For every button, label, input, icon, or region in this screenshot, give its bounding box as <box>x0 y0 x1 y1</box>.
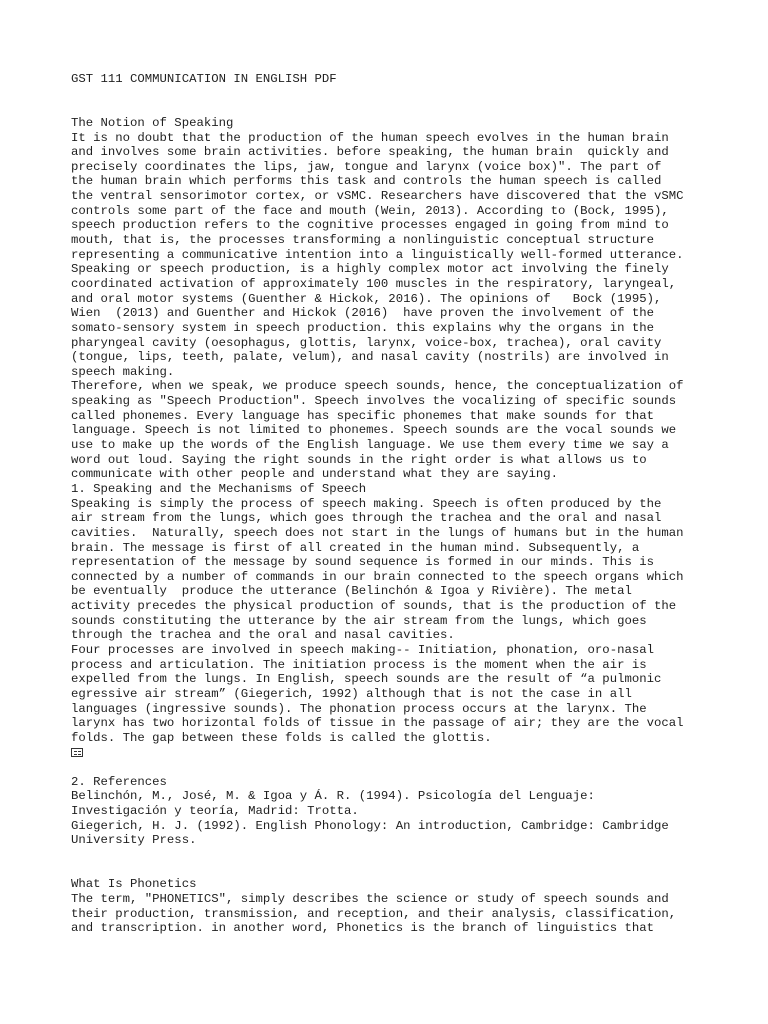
document-line <box>71 101 731 116</box>
document-line: cavities. Naturally, speech does not start in the lungs of humans but in the human <box>71 525 684 540</box>
document-line: larynx has two horizontal folds of tissue in the passage of air; they are the vocal <box>71 716 684 731</box>
document-line: pharyngeal cavity (oesophagus, glottis, larynx, voice-box, trachea), oral cavity <box>71 335 662 350</box>
document-line: Four processes are involved in speech making-- Initiation, phonation, oro-nasal <box>71 642 654 657</box>
document-line: (tongue, lips, teeth, palate, velum), and nasal cavity (nostrils) are involved in <box>71 350 669 365</box>
document-line: language. Speech is not limited to phonemes. Speech sounds are the vocal sounds we <box>71 423 677 438</box>
document-line: It is no doubt that the production of the human speech evolves in the human brain <box>71 130 669 145</box>
document-line: University Press. <box>71 833 197 848</box>
document-line: their production, transmission, and reception, and their analysis, classification, <box>71 906 677 921</box>
document-line: representing a communicative intention into a linguistically well-formed utterance. <box>71 247 684 262</box>
document-line: Giegerich, H. J. (1992). English Phonology: An introduction, Cambridge: Cambridge <box>71 818 669 833</box>
document-line: Investigación y teoría, Madrid: Trotta. <box>71 804 359 819</box>
document-line: use to make up the words of the English language. We use them every time we say a <box>71 438 669 453</box>
document-body <box>71 72 731 936</box>
document-line: egressive air stream” (Giegerich, 1992) although that is not the case in all <box>71 686 632 701</box>
document-line: mouth, that is, the processes transforming a nonlinguistic conceptual structure <box>71 233 654 248</box>
document-line: The term, "PHONETICS", simply describes the science or study of speech sounds and <box>71 891 669 906</box>
document-line <box>71 760 731 775</box>
document-line: and oral motor systems (Guenther & Hickok, 2016). The opinions of Bock (1995), <box>71 291 662 306</box>
document-line: called phonemes. Every language has specific phonemes that make sounds for that <box>71 408 654 423</box>
document-line: and involves some brain activities. before speaking, the human brain quickly and <box>71 145 669 160</box>
document-line: somato-sensory system in speech production. this explains why the organs in the <box>71 320 654 335</box>
document-line: precisely coordinates the lips, jaw, tongue and larynx (voice box)". The part of <box>71 159 662 174</box>
document-line: speaking as "Speech Production". Speech involves the vocalizing of specific sounds <box>71 394 677 409</box>
document-line: The Notion of Speaking <box>71 115 234 130</box>
document-line: expelled from the lungs. In English, speech sounds are the result of “a pulmonic <box>71 672 662 687</box>
document-line: brain. The message is first of all created in the human mind. Subsequently, a <box>71 540 640 555</box>
document-line: connected by a number of commands in our brain connected to the speech organs which <box>71 569 684 584</box>
document-line <box>71 745 731 760</box>
document-line: activity precedes the physical production of sounds, that is the production of the <box>71 599 677 614</box>
document-line: the human brain which performs this task and controls the human speech is called <box>71 174 662 189</box>
document-line <box>71 863 731 878</box>
document-line: through the trachea and the oral and nasal cavities. <box>71 628 455 643</box>
document-line: process and articulation. The initiation process is the moment when the air is <box>71 657 647 672</box>
document-line: sounds constituting the utterance by the air stream from the lungs, which goes <box>71 613 647 628</box>
document-line <box>71 87 731 102</box>
document-line: What Is Phonetics <box>71 877 197 892</box>
document-line: Speaking is simply the process of speech making. Speech is often produced by the <box>71 496 662 511</box>
document-line: representation of the message by sound sequence is formed in our minds. This is <box>71 555 654 570</box>
document-line: Belinchón, M., José, M. & Igoa y Á. R. (1994). Psicología del Lenguaje: <box>71 789 595 804</box>
document-line: languages (ingressive sounds). The phonation process occurs at the larynx. The <box>71 701 647 716</box>
form-feed-glyph-icon <box>71 748 83 757</box>
document-line: folds. The gap between these folds is called the glottis. <box>71 730 492 745</box>
document-line: GST 111 COMMUNICATION IN ENGLISH PDF <box>71 72 337 86</box>
document-line: controls some part of the face and mouth (Wein, 2013). According to (Bock, 1995), <box>71 203 669 218</box>
document-line: communicate with other people and understand what they are saying. <box>71 467 559 482</box>
document-line: speech making. <box>71 364 175 379</box>
document-line: be eventually produce the utterance (Belinchón & Igoa y Rivière). The metal <box>71 584 632 599</box>
document-line: air stream from the lungs, which goes through the trachea and the oral and nasal <box>71 511 662 526</box>
document-line: word out loud. Saying the right sounds in the right order is what allows us to <box>71 452 647 467</box>
document-line: and transcription. in another word, Phonetics is the branch of linguistics that <box>71 921 654 936</box>
document-line <box>71 848 731 863</box>
document-line: speech production refers to the cognitive processes engaged in going from mind to <box>71 218 669 233</box>
document-line: Therefore, when we speak, we produce speech sounds, hence, the conceptualization of <box>71 379 684 394</box>
document-line: coordinated activation of approximately 100 muscles in the respiratory, laryngeal, <box>71 276 677 291</box>
document-line: Wien (2013) and Guenther and Hickok (2016) have proven the involvement of the <box>71 306 654 321</box>
document-line: the ventral sensorimotor cortex, or vSMC. Researchers have discovered that the vSMC <box>71 189 684 204</box>
document-line: Speaking or speech production, is a highly complex motor act involving the finely <box>71 262 669 277</box>
document-line: 2. References <box>71 774 167 789</box>
document-line: 1. Speaking and the Mechanisms of Speech <box>71 481 367 496</box>
